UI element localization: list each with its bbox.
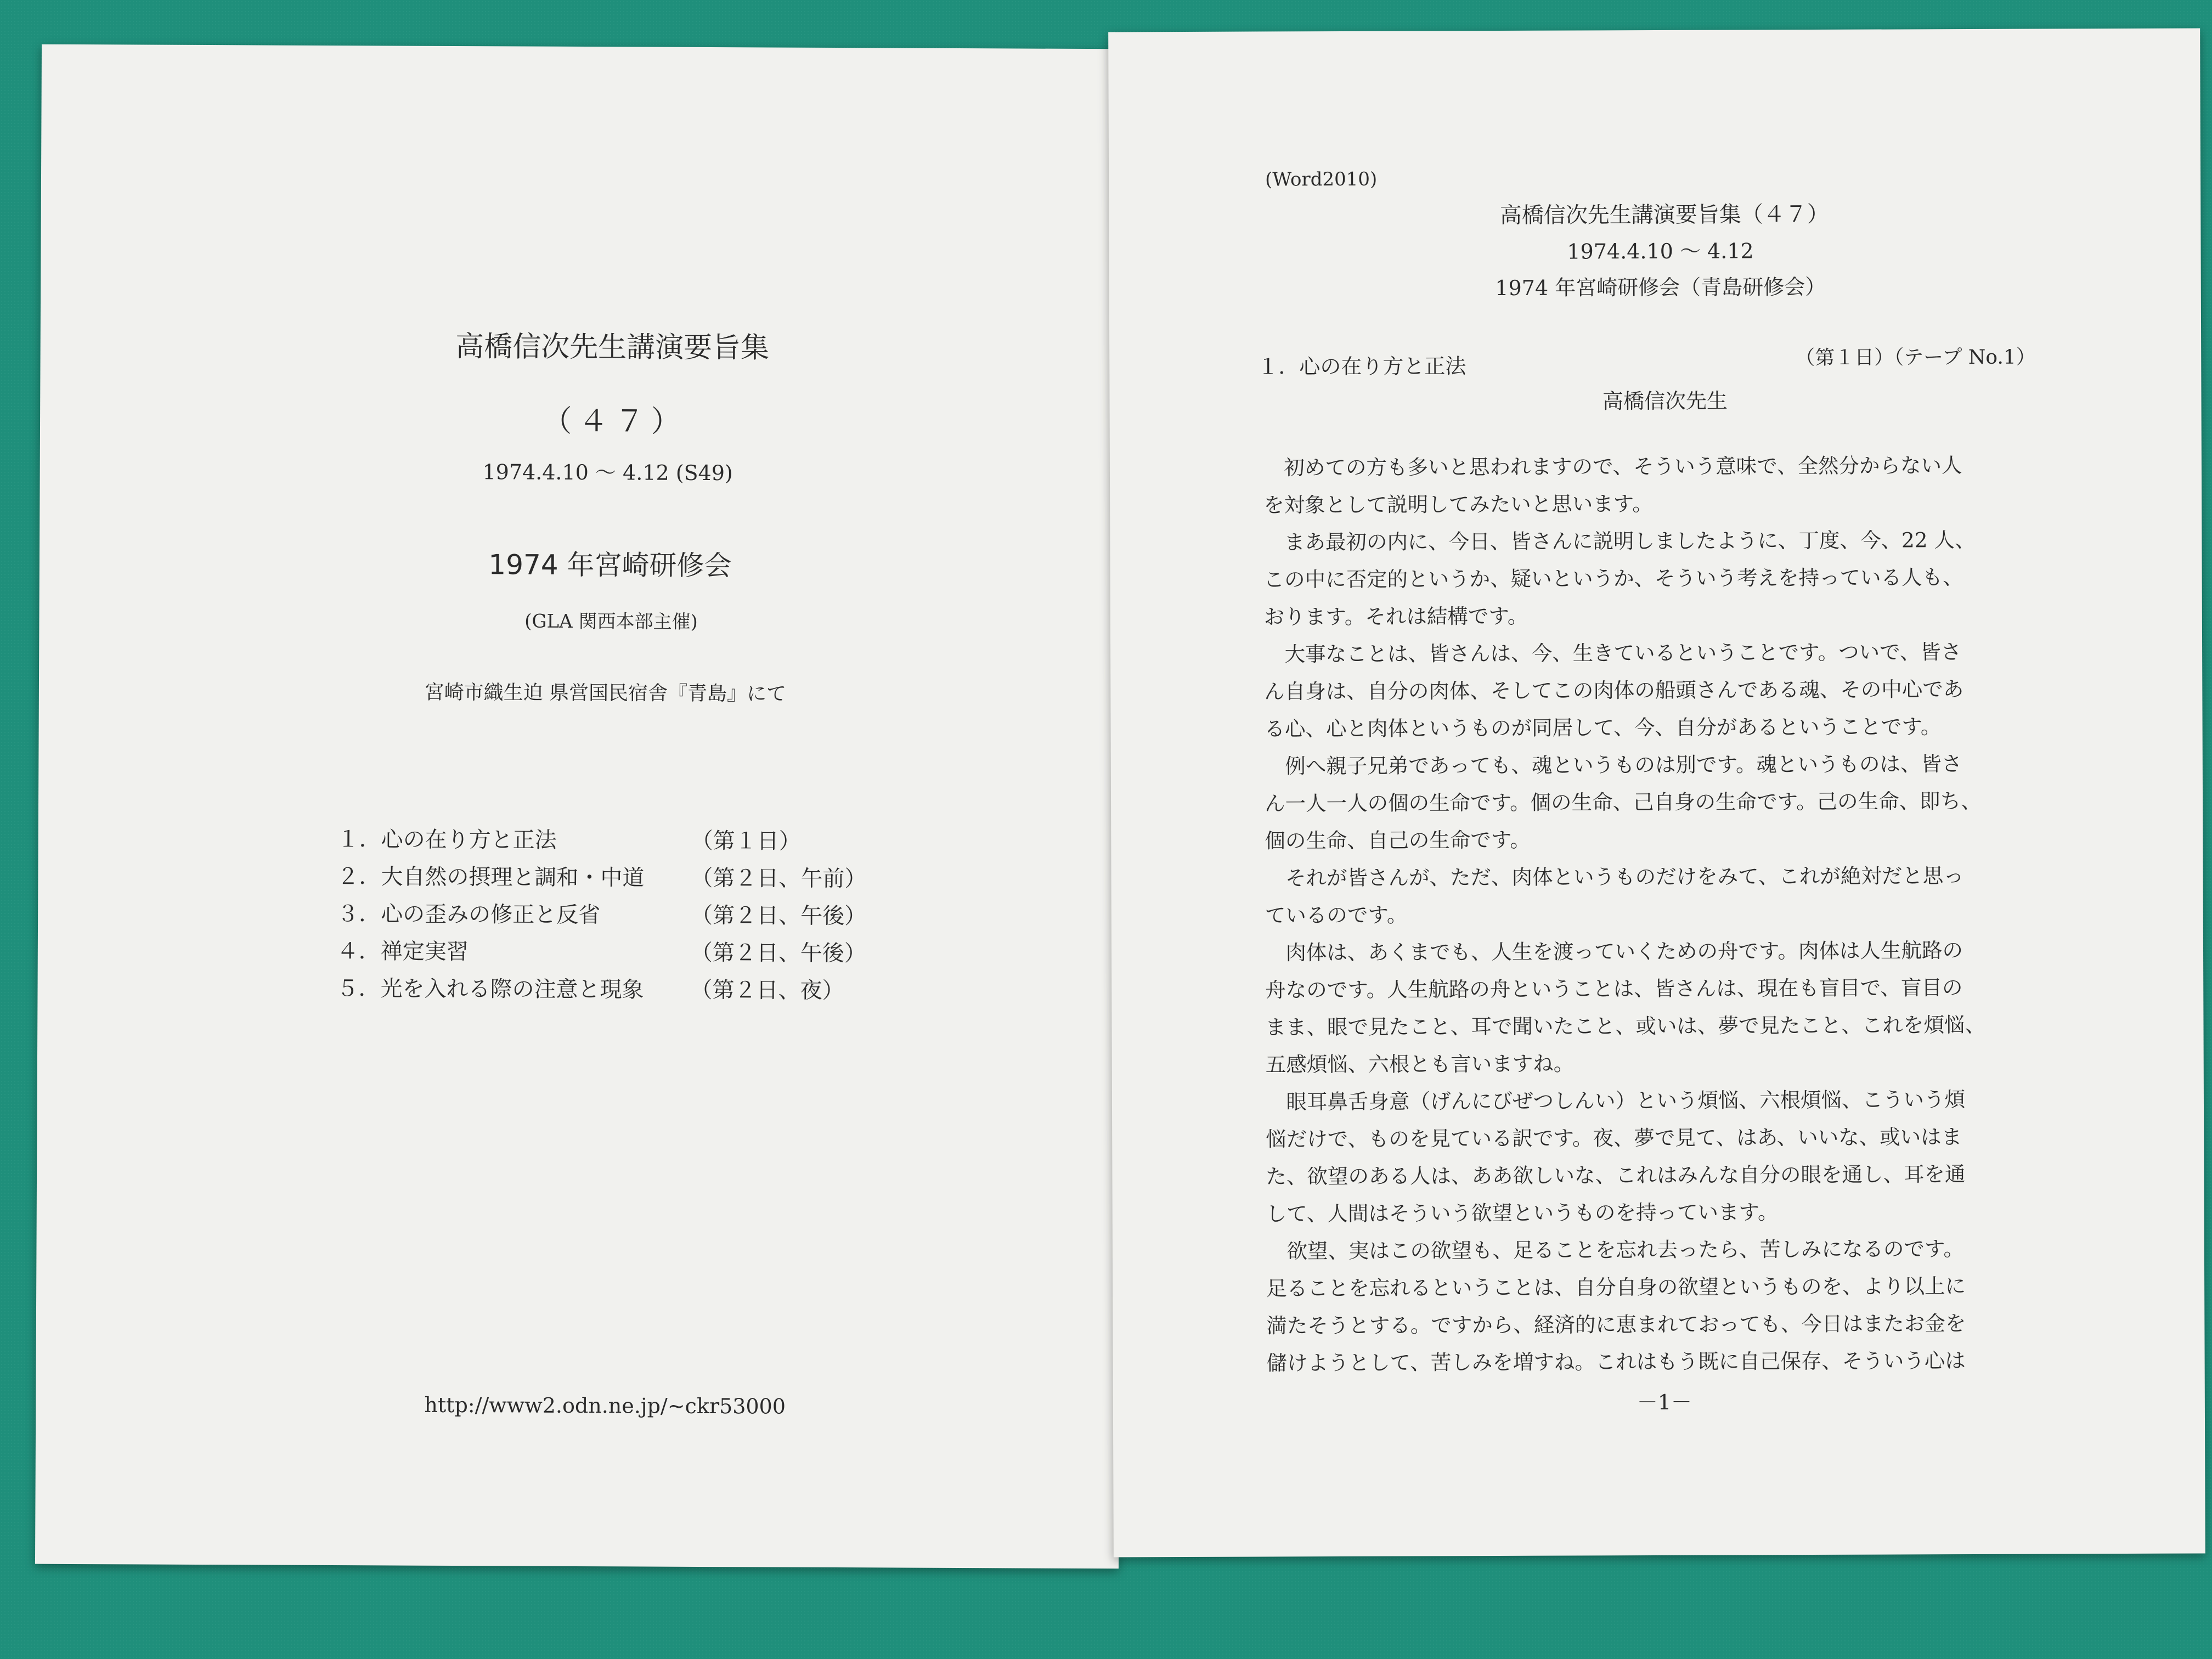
toc-title: ５．光を入れる際の注意と現象	[336, 976, 644, 1003]
text-line: を対象として説明してみたいと思います。	[1263, 492, 1653, 517]
seminar-name: 1974 年宮崎研修会（青島研修会）	[1495, 274, 1826, 301]
text-line: 肉体は、あくまでも、人生を渡っていくための舟です。肉体は人生航路の	[1265, 938, 1963, 965]
toc-item	[337, 896, 940, 936]
speaker-name: 高橋信次先生	[1602, 388, 1728, 414]
collection-title: 高橋信次先生講演要旨集	[455, 330, 770, 365]
text-line: 儲けようとして、苦しみを増すね。これはもう既に自己保存、そういう心は	[1266, 1348, 1966, 1375]
toc-item	[336, 971, 940, 1011]
text-line: 初めての方も多いと思われますので、そういう意味で、全然分からない人	[1263, 453, 1962, 480]
text-line: ているのです。	[1265, 902, 1408, 928]
website-url: http://www2.odn.ne.jp/~ckr53000	[424, 1392, 786, 1419]
toc-title: ３．心の歪みの修正と反省	[337, 901, 601, 928]
text-line: た、欲望のある人は、ああ欲しいな、これはみんな自分の眼を通し、耳を通	[1266, 1162, 1966, 1189]
toc-day: （第１日）	[691, 828, 801, 854]
text-line: る心、心と肉体というものが同居して、今、自分があるということです。	[1264, 714, 1942, 741]
volume-number: （４７）	[542, 403, 687, 439]
date-range: 1974.4.10 ～ 4.12 (S49)	[482, 460, 733, 486]
toc-day: （第２日、午後）	[690, 940, 866, 967]
text-line: ん一人一人の個の生命です。個の生命、己自身の生命です。己の生命、即ち、	[1264, 788, 1982, 816]
host-organization: (GLA 関西本部主催)	[524, 610, 698, 633]
seminar-name: 1974 年宮崎研修会	[488, 549, 732, 582]
text-line: 眼耳鼻舌身意（げんにびぜつしんい）という煩悩、六根煩悩、こういう煩	[1265, 1087, 1966, 1114]
word-version-note: (Word2010)	[1265, 168, 1378, 191]
toc-item	[337, 934, 940, 974]
toc-title: ４．禅定実習	[336, 939, 469, 965]
text-line: この中に否定的というか、疑いというか、そういう考えを持っている人も、	[1263, 565, 1963, 592]
text-line: 五感煩悩、六根とも言いますね。	[1265, 1051, 1575, 1077]
text-line: 例へ親子兄弟であっても、魂というものは別です。魂というものは、皆さ	[1264, 752, 1962, 778]
text-line: 大事なことは、皆さんは、今、生きているということです。ついで、皆さ	[1264, 640, 1962, 667]
toc-day: （第２日、午後）	[691, 902, 867, 929]
text-line: 足ることを忘れるということは、自分自身の欲望というものを、より以上に	[1266, 1274, 1966, 1301]
tape-reference: （第１日）（テープ No.1）	[1795, 346, 2036, 370]
toc-item	[337, 822, 941, 862]
text-line: おります。それは結構です。	[1263, 603, 1528, 629]
toc-day: （第２日、夜）	[690, 977, 844, 1004]
text-line: まま、眼で見たこと、耳で聞いたこと、或いは、夢で見たこと、これを煩悩、	[1265, 1012, 1986, 1040]
lecture-page	[1108, 29, 2205, 1558]
text-line: 満たそうとする。ですから、経済的に恵まれておっても、今日はまたお金を	[1266, 1311, 1966, 1338]
text-line: まあ最初の内に、今日、皆さんに説明しましたように、丁度、今、22 人、	[1263, 527, 1976, 555]
lecture-body	[1263, 448, 2073, 1384]
text-line: 欲望、実はこの欲望も、足ることを忘れ去ったら、苦しみになるのです。	[1266, 1237, 1964, 1263]
toc-day: （第２日、午前）	[691, 865, 867, 892]
text-line: 舟なのです。人生航路の舟ということは、皆さんは、現在も盲目で、盲目の	[1265, 975, 1963, 1002]
title-page	[35, 44, 1125, 1569]
toc-item	[337, 859, 940, 899]
toc-title: ２．大自然の摂理と調和・中道	[337, 864, 645, 891]
table-of-contents	[336, 822, 940, 1011]
text-line: して、人間はそういう欲望というものを持っています。	[1266, 1200, 1779, 1226]
page-number: －1－	[1637, 1390, 1692, 1415]
text-line: それが皆さんが、ただ、肉体というものだけをみて、これが絶対だと思っ	[1265, 864, 1964, 890]
page-title: 高橋信次先生講演要旨集（４７）	[1499, 201, 1829, 228]
text-line: 個の生命、自己の生命です。	[1265, 827, 1531, 853]
section-heading: １．心の在り方と正法	[1257, 354, 1466, 379]
toc-title: １．心の在り方と正法	[337, 827, 557, 853]
date-range: 1974.4.10 ～ 4.12	[1567, 239, 1754, 264]
text-line: 悩だけで、ものを見ている訳です。夜、夢で見て、はあ、いいな、或いはま	[1266, 1125, 1962, 1152]
text-line: ん自身は、自分の肉体、そしてこの肉体の船頭さんである魂、その中心であ	[1264, 677, 1964, 704]
venue: 宮崎市織生迫 県営国民宿舎『青島』にて	[424, 681, 787, 706]
